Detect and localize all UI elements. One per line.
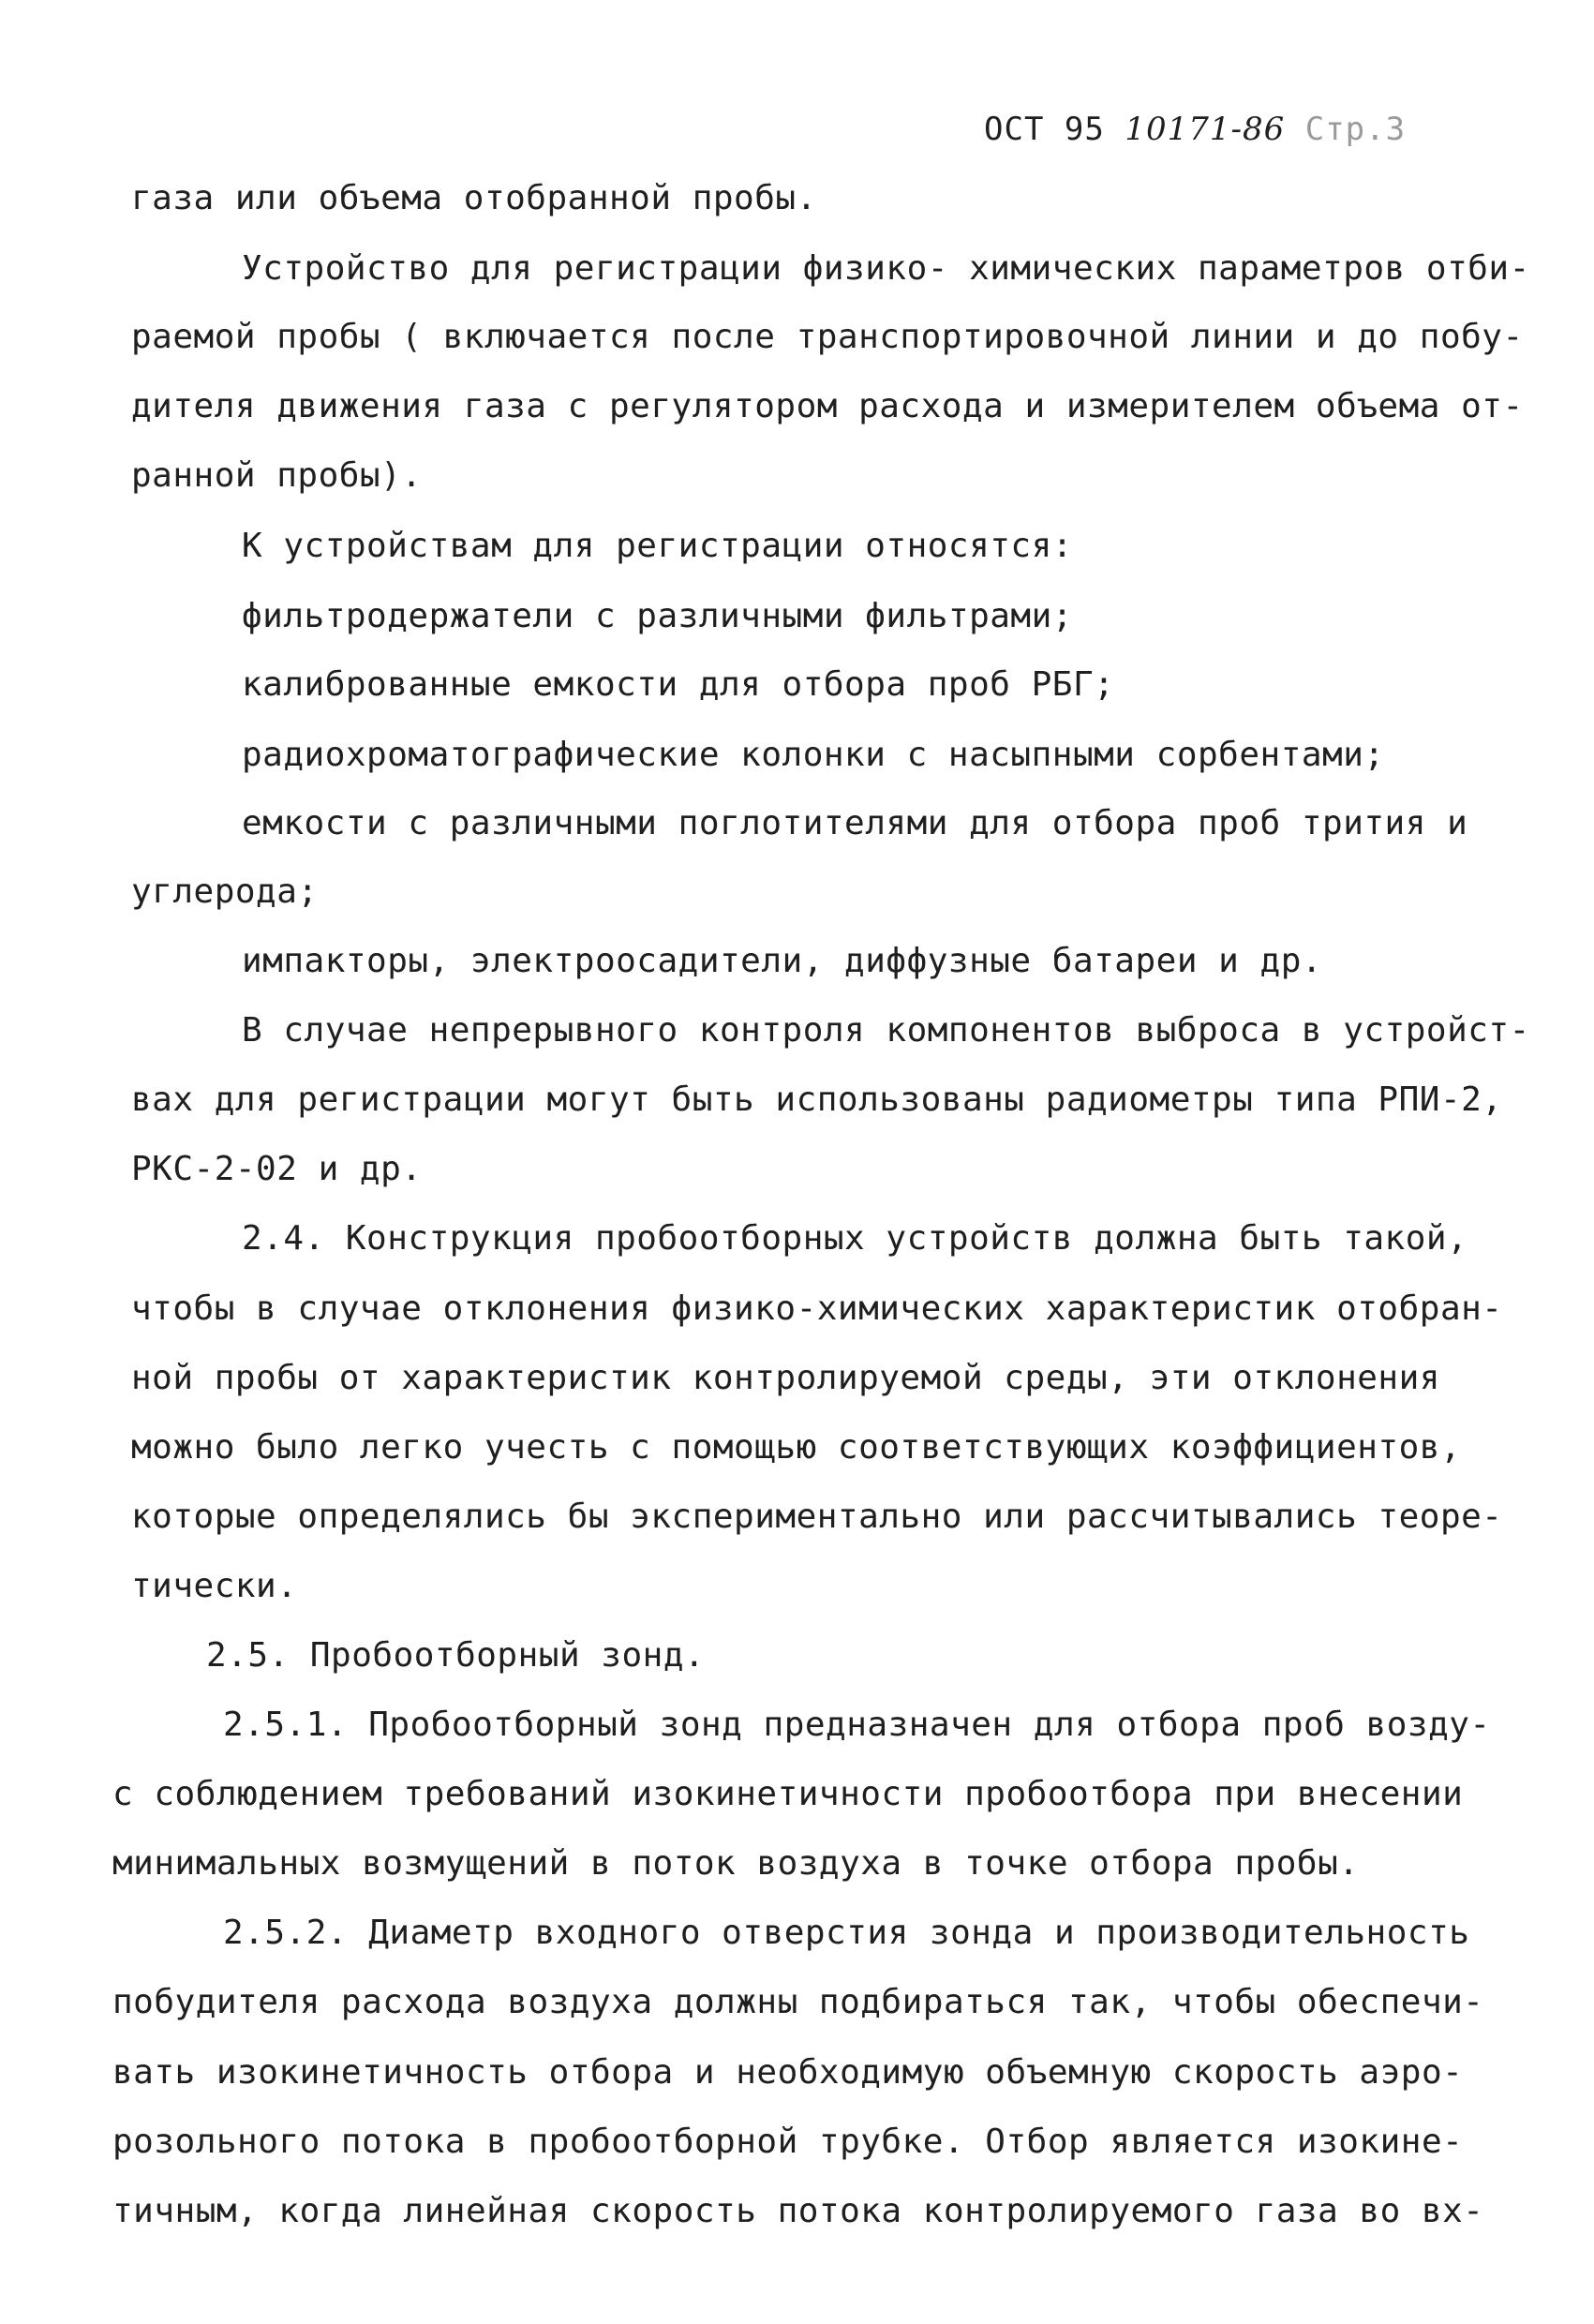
- text-line: 2.5.1. Пробоотборный зонд предназначен для отбора проб возду-: [223, 1706, 1491, 1744]
- text-line: 2.5.2. Диаметр входного отверстия зонда и производительность: [223, 1914, 1470, 1952]
- text-line: импакторы, электроосадители, диффузные батареи и др.: [242, 942, 1323, 980]
- text-line: РКС-2-02 и др.: [131, 1150, 423, 1188]
- text-line: тически.: [131, 1567, 298, 1605]
- text-line: вах для регистрации могут быть использованы радиометры типа РПИ-2,: [131, 1080, 1503, 1119]
- text-line: В случае непрерывного контроля компонентов выброса в устройст-: [242, 1011, 1530, 1050]
- page-number: Стр.3: [1304, 111, 1407, 148]
- text-line: фильтродержатели с различными фильтрами;: [242, 597, 1073, 635]
- text-line: ной пробы от характеристик контролируемой среды, эти отклонения: [131, 1359, 1440, 1397]
- text-line: розольного потока в пробоотборной трубке. Отбор является изокине-: [112, 2123, 1464, 2161]
- text-line: дителя движения газа с регулятором расхода и измерителем объема от-: [131, 387, 1524, 425]
- page-header: [984, 111, 1406, 148]
- text-line: К устройствам для регистрации относятся:: [242, 527, 1073, 565]
- text-line: побудителя расхода воздуха должны подбираться так, чтобы обеспечи-: [112, 1983, 1484, 2021]
- text-line: которые определялись бы экспериментально или рассчитывались теоре-: [131, 1497, 1503, 1536]
- text-line: Устройство для регистрации физико- химических параметров отби-: [242, 249, 1530, 288]
- text-line: емкости с различными поглотителями для отбора проб трития и: [242, 804, 1468, 842]
- standard-code: ОСТ 95: [984, 111, 1105, 148]
- text-line: тичным, когда линейная скорость потока контролируемого газа во вх-: [112, 2192, 1484, 2230]
- text-line: калиброванные емкости для отбора проб РБГ;: [242, 665, 1115, 704]
- text-line: вать изокинетичность отбора и необходимую объемную скорость аэро-: [112, 2053, 1464, 2092]
- text-line: углерода;: [131, 872, 319, 911]
- text-line: можно было легко учесть с помощью соответствующих коэффициентов,: [131, 1428, 1462, 1467]
- text-line: 2.5. Пробоотборный зонд.: [206, 1636, 706, 1675]
- text-line: радиохроматографические колонки с насыпными сорбентами;: [242, 736, 1385, 774]
- text-line: 2.4. Конструкция пробоотборных устройств должна быть такой,: [242, 1219, 1468, 1258]
- text-line: газа или объема отобранной пробы.: [131, 179, 817, 217]
- text-line: с соблюдением требований изокинетичности пробоотбора при внесении: [112, 1775, 1464, 1813]
- text-line: чтобы в случае отклонения физико-химических характеристик отобран-: [131, 1289, 1503, 1328]
- text-line: ранной пробы).: [131, 456, 423, 495]
- standard-number: 10171-86: [1125, 111, 1286, 148]
- text-line: минимальных возмущений в поток воздуха в точке отбора пробы.: [112, 1844, 1360, 1883]
- text-line: раемой пробы ( включается после транспортировочной линии и до побу-: [131, 318, 1524, 356]
